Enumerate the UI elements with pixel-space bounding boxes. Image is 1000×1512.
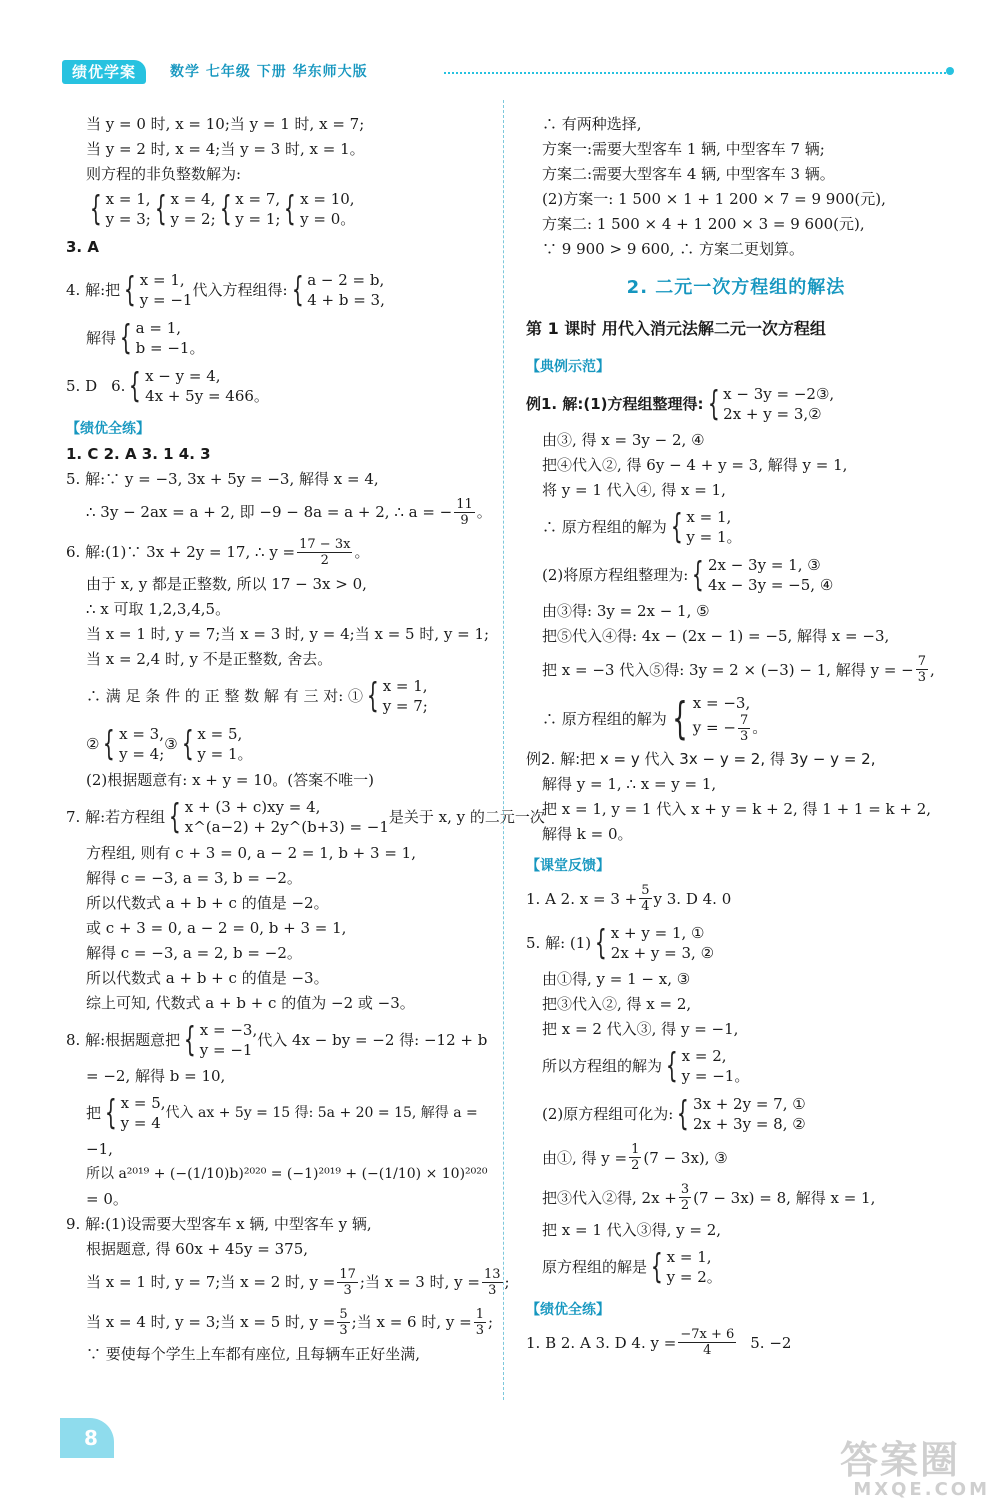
text-line: 由于 x, y 都是正整数, 所以 17 − 3x > 0, — [86, 575, 367, 593]
text-line: 当 x = 4 时, y = 3;当 x = 5 时, y = $\frac{5}{3}$ ;当 x = 6 时, y = $\frac{1}{3}$ ; — [86, 1306, 494, 1338]
text-line: 当 x = 2,4 时, y 不是正整数, 舍去。 — [86, 650, 333, 668]
left-column — [66, 112, 545, 1367]
answer-line: 1. A 2. x = 3 + $\frac{5}{4}$ y 3. D 4. 0 — [526, 883, 732, 915]
subject-label: 数学 七年级 下册 华东师大版 — [170, 64, 368, 80]
text-line: 方案二: 1 500 × 4 + 1 200 × 3 = 9 600(元), — [542, 215, 865, 233]
question-4-solution: 解得 { a = 1, b = −1。 — [86, 318, 205, 358]
text-line: 9. 解:(1)设需要大型客车 x 辆, 中型客车 y 辆, — [66, 1215, 372, 1233]
text-line: 当 x = 1 时, y = 7;当 x = 3 时, y = 4;当 x = 5 时, y = 1; — [86, 625, 490, 643]
text-line: −1, — [86, 1140, 113, 1158]
text-line: 当 y = 2 时, x = 4;当 y = 3 时, x = 1。 — [86, 140, 365, 158]
text-line: 把③代入②得, 2x + $\frac{3}{2}$ (7 − 3x) = 8, 解得 x = 1, — [542, 1182, 876, 1214]
text-line: 把 x = 1 代入③得, y = 2, — [542, 1220, 722, 1239]
text-line: 把 x = 2 代入③, 得 y = −1, — [542, 1019, 739, 1038]
text-line: 当 y = 0 时, x = 10;当 y = 1 时, x = 7; — [86, 115, 365, 133]
text-line: ∴ 有两种选择, — [542, 115, 642, 133]
text-line: 把⑤代入④得: 4x − (2x − 1) = −5, 解得 x = −3, — [542, 626, 890, 645]
text-line: (2)将原方程组整理为: { 2x − 3y = 1, ③ 4x − 3y = −5, ④ — [542, 554, 834, 595]
text-line: 把 { x = 5, y = 4 代入 ax + 5y = 15 得: 5a + 20 = 15, 解得 a = — [86, 1093, 478, 1133]
text-line: 方程组, 则有 c + 3 = 0, a − 2 = 1, b + 3 = 1, — [86, 844, 416, 862]
right-column — [526, 112, 946, 1363]
text-line: ∴ 3y − 2ax = a + 2, 即 −9 − 8a = a + 2, ∴ a = − $\frac{11}{9}$ 。 — [86, 496, 492, 528]
question-4: 4. 解:把 { x = 1, y = −1 代入方程组得: { a − 2 = b, 4 + b = 3, — [66, 270, 385, 310]
text-line: ∴ x 可取 1,2,3,4,5。 — [86, 600, 231, 618]
text-line: (2)方案一: 1 500 × 1 + 1 200 × 7 = 9 900(元), — [542, 190, 886, 208]
brand-label: 绩优学案 — [62, 60, 146, 84]
section-heading: 【典例示范】 — [526, 358, 610, 375]
header-dotted-rule — [444, 72, 946, 74]
text-line: 当 x = 1 时, y = 7;当 x = 2 时, y = $\frac{17}{3}$ ;当 x = 3 时, y = $\frac{13}{3}$ ; — [86, 1266, 510, 1298]
text-line: = 0。 — [86, 1190, 128, 1208]
text-line: 根据题意, 得 60x + 45y = 375, — [86, 1240, 309, 1258]
text-line: 8. 解:根据题意把 { x = −3, y = −1 代入 4x − by = −2 得: −12 + b — [66, 1020, 488, 1060]
text-line: 6. 解:(1)∵ 3x + 2y = 17, ∴ y = $\frac{17 - 3x}{2}$ 。 — [66, 536, 370, 568]
text-line: (2)根据题意有: x + y = 10。(答案不唯一) — [86, 771, 375, 789]
text-line: (2)原方程组可化为: { 3x + 2y = 7, ① 2x + 3y = 8, ② — [542, 1093, 806, 1134]
text-line: 综上可知, 代数式 a + b + c 的值为 −2 或 −3。 — [86, 994, 415, 1012]
equation-system: { x = 7, y = 1; — [219, 189, 281, 229]
text-line: ∴ 原方程组的解为 { x = −3, y = − $\frac{7}{3}$ 。 — [542, 692, 768, 745]
text-line: ② { x = 3, y = 4; ③ { x = 5, y = 1。 — [86, 724, 253, 764]
question-5-6: 5. D 6. { x − y = 4, 4x + 5y = 466。 — [66, 366, 269, 406]
lesson-title: 第 1 课时 用代入消元法解二元一次方程组 — [526, 319, 826, 339]
equation-system: { x = 10, y = 0。 — [284, 189, 356, 229]
text-line: 把④代入②, 得 6y − 4 + y = 3, 解得 y = 1, — [542, 455, 848, 474]
header-dot-icon — [946, 67, 954, 75]
solution-systems — [66, 187, 492, 235]
answer-line: 1. B 2. A 3. D 4. y = $\frac{-7x + 6}{4}$ 5. −2 — [526, 1327, 792, 1359]
chapter-title: 2. 二元一次方程组的解法 — [626, 277, 846, 298]
text-line: 7. 解:若方程组 { x + (3 + c)xy = 4, x^(a−2) + 2y^(b+3) = −1 是关于 x, y 的二元一次 — [66, 797, 545, 837]
text-line: 5. 解: (1) { x + y = 1, ① 2x + y = 3, ② — [526, 922, 715, 963]
text-line: 由①, 得 y = $\frac{1}{2}$ (7 − 3x), ③ — [542, 1142, 728, 1174]
text-line: 由③得: 3y = 2x − 1, ⑤ — [542, 601, 710, 620]
text-line: 原方程组的解是 { x = 1, y = 2。 — [542, 1246, 722, 1287]
section-heading: 【课堂反馈】 — [526, 857, 610, 874]
text-line: ∵ 要使每个学生上车都有座位, 且每辆车正好坐满, — [86, 1345, 421, 1363]
watermark-logo: 答案圈 MXQE.COM — [840, 1438, 990, 1500]
text-line: 把 x = 1, y = 1 代入 x + y = k + 2, 得 1 + 1 = k + 2, — [542, 799, 932, 818]
text-line: 把 x = −3 代入⑤得: 3y = 2 × (−3) − 1, 解得 y = − $\frac{7}{3}$ , — [542, 654, 935, 686]
text-line: 方案二:需要大型客车 4 辆, 中型客车 3 辆。 — [542, 165, 835, 183]
section-heading: 【绩优全练】 — [526, 1301, 610, 1318]
text-line: 或 c + 3 = 0, a − 2 = 0, b + 3 = 1, — [86, 919, 347, 937]
text-line: 例2. 解:把 x = y 代入 3x − y = 2, 得 3y − y = 2, — [526, 749, 876, 768]
text-line: 把③代入②, 得 x = 2, — [542, 994, 692, 1013]
answer-line: 3. A — [66, 238, 99, 256]
text-line: 由③, 得 x = 3y − 2, ④ — [542, 430, 705, 449]
page-header — [62, 58, 962, 88]
answer-line: 1. C 2. A 3. 1 4. 3 — [66, 445, 211, 463]
text-line: 则方程的非负整数解为: — [86, 165, 242, 183]
text-line: 解得 c = −3, a = 3, b = −2。 — [86, 869, 302, 887]
equation-system: { x = 1, y = 3; — [89, 189, 151, 229]
equation-system: { x = 4, y = 2; — [154, 189, 216, 229]
text-line: = −2, 解得 b = 10, — [86, 1067, 226, 1085]
text-line: 由①得, y = 1 − x, ③ — [542, 969, 691, 988]
text-line: ∴ 原方程组的解为 { x = 1, y = 1。 — [542, 506, 742, 547]
text-line: 解得 k = 0。 — [542, 824, 633, 843]
text-line: 解得 c = −3, a = 2, b = −2。 — [86, 944, 302, 962]
text-line: 方案一:需要大型客车 1 辆, 中型客车 7 辆; — [542, 140, 825, 158]
text-line: 所以代数式 a + b + c 的值是 −3。 — [86, 969, 329, 987]
text-line: 所以方程组的解为 { x = 2, y = −1。 — [542, 1045, 750, 1086]
example-1: 例1. 解:(1)方程组整理得: { x − 3y = −2③, 2x + y = 3,② — [526, 383, 835, 424]
text-line: 将 y = 1 代入④, 得 x = 1, — [542, 480, 726, 499]
text-line: ∵ 9 900 > 9 600, ∴ 方案二更划算。 — [542, 240, 805, 258]
page-number: 8 — [60, 1418, 114, 1458]
text-line: 所以代数式 a + b + c 的值是 −2。 — [86, 894, 329, 912]
text-line: ∴ 满 足 条 件 的 正 整 数 解 有 三 对: ① { x = 1, y = 7; — [86, 676, 428, 716]
column-divider — [503, 100, 504, 1400]
text-line: 5. 解:∵ y = −3, 3x + 5y = −3, 解得 x = 4, — [66, 470, 379, 488]
section-heading: 【绩优全练】 — [66, 421, 150, 437]
text-line: 解得 y = 1, ∴ x = y = 1, — [542, 774, 717, 793]
text-line: 所以 a²⁰¹⁹ + (−(1/10)b)²⁰²⁰ = (−1)²⁰¹⁹ + (−(1/10) × 10)²⁰²⁰ — [86, 1166, 488, 1182]
